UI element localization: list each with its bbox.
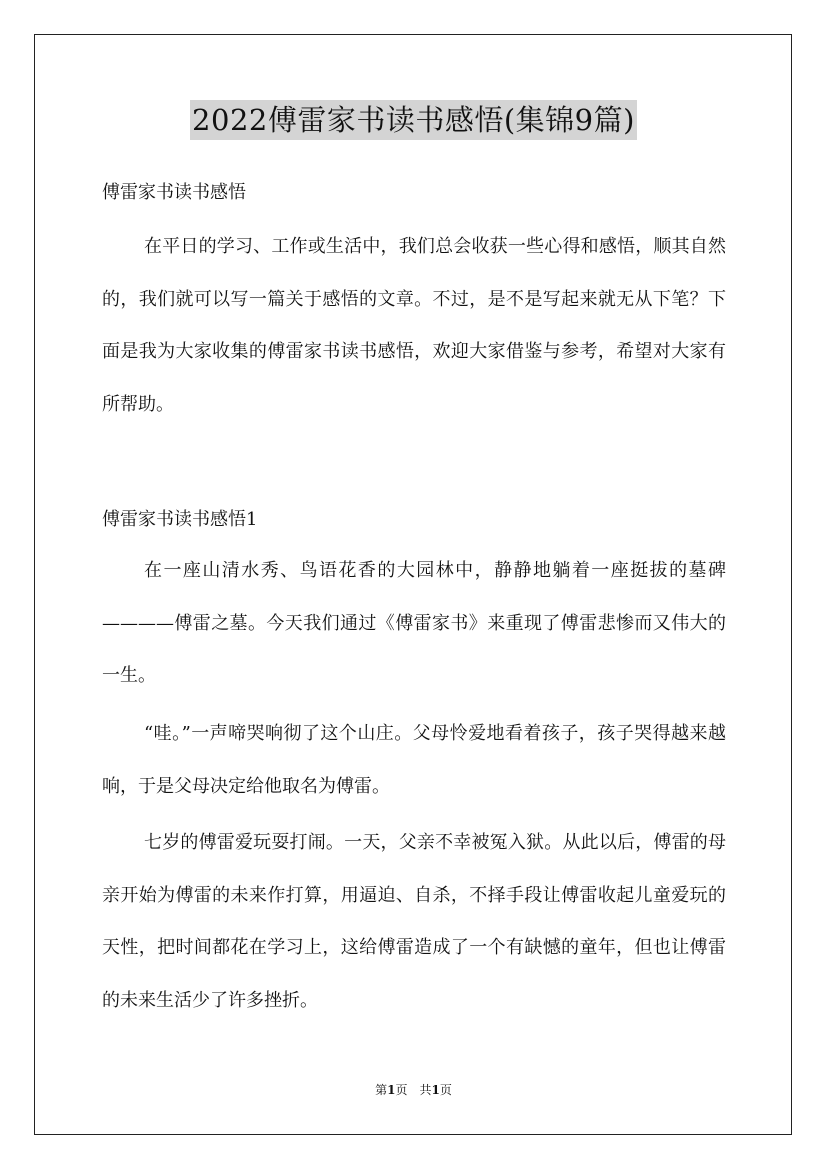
section1-paragraph-2: “哇。”一声啼哭响彻了这个山庄。父母怜爱地看着孩子，孩子哭得越来越响，于是父母决定给他取名为傅雷。 <box>102 723 726 797</box>
footer-page-prefix: 第 <box>375 1083 388 1097</box>
intro-heading: 傅雷家书读书感悟 <box>102 182 246 203</box>
footer-page-suffix: 页 <box>439 1083 452 1097</box>
section1-heading: 傅雷家书读书感悟1 <box>102 509 258 530</box>
footer-page-total: 1 <box>431 1083 440 1097</box>
page-footer <box>0 1082 827 1098</box>
section1-paragraph-1: 在一座山清水秀、鸟语花香的大园林中，静静地躺着一座挺拔的墓碑————傅雷之墓。今天我们通过《傅雷家书》来重现了傅雷悲惨而又伟大的一生。 <box>102 560 726 686</box>
footer-page-mid: 页 共 <box>395 1083 432 1097</box>
section1-paragraph-3: 七岁的傅雷爱玩耍打闹。一天，父亲不幸被冤入狱。从此以后，傅雷的母亲开始为傅雷的未来作打算，用逼迫、自杀，不择手段让傅雷收起儿童爱玩的天性，把时间都花在学习上，这给傅雷造成了一个有缺憾的童年，但也让傅雷的未来生活少了许多挫折。 <box>102 832 726 1011</box>
intro-paragraph: 在平日的学习、工作或生活中，我们总会收获一些心得和感悟，顺其自然的，我们就可以写一篇关于感悟的文章。不过，是不是写起来就无从下笔？下面是我为大家收集的傅雷家书读书感悟，欢迎大家借鉴与参考，希望对大家有所帮助。 <box>102 236 726 415</box>
document-title: 2022傅雷家书读书感悟(集锦9篇) <box>190 100 637 140</box>
title-block <box>0 100 827 140</box>
footer-page-current: 1 <box>387 1083 396 1097</box>
